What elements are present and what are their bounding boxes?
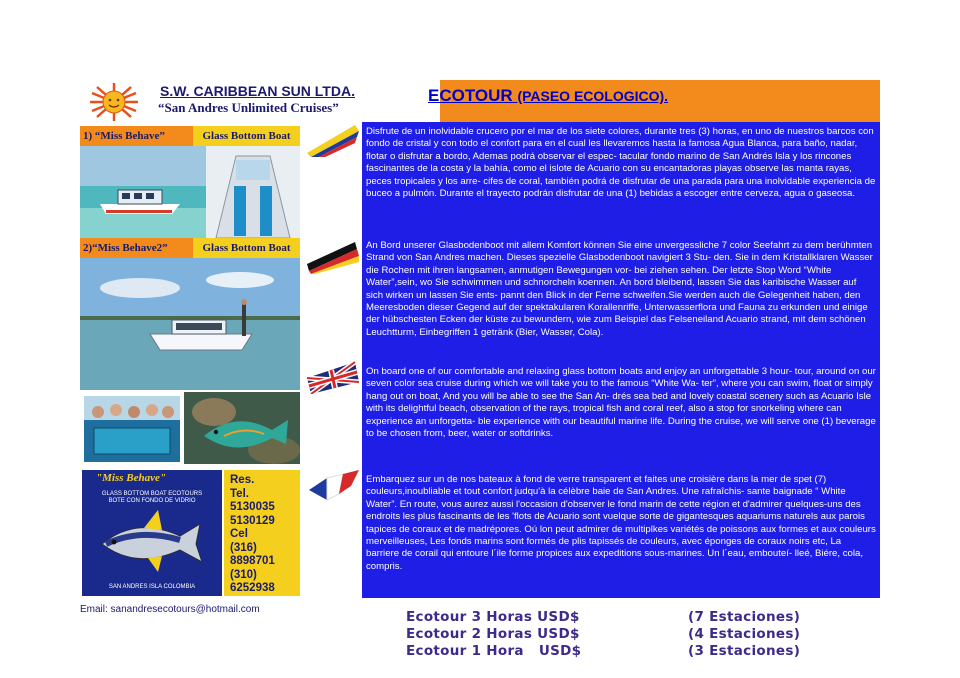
title-main: ECOTOUR: [428, 86, 513, 105]
boat-1-name: 1) “Miss Behave”: [80, 126, 193, 146]
france-flag-icon: [305, 470, 361, 509]
boat-1-photo: [80, 146, 206, 238]
description-french: Embarquez sur un de nos bateaux à fond de verre transparent et faites une croisière dans la mer de spet (7) couleurs,inoubliable et tout confort judqu'à la célèbre baie de San Andres. Une rafraîchis- sante baignade “ White Water”. En route, vous aurez aussi l'occasion d'observer le fond marin de cette région et d'admirer quelques-uns des endroits les plus fascinants de les 'flots de Acuario sont vuelque sorte de gigantesques aquariums naturels aux parois tapices de coraux et de madrépores. Oú lon peut admirer de multiplkes variétés de poissons aux formes et aux couleurs merveilleuses, Les fonds marins sont formés de plis tapissés de couleurs, avec éponges de coraux noirs etc, La barriere de corail qui entoure l´ile forme propices aux expeditions sous-marines. Un l´eau, embouteí- lleé, Biére, cola, compris.: [366, 474, 876, 572]
boat-1-interior-photo: [206, 146, 300, 238]
price-2h-label: Ecotour 2 Horas USD$: [406, 626, 580, 642]
company-name: S.W. CARIBBEAN SUN LTDA.: [160, 83, 355, 99]
snorkel-group-photo: [84, 396, 180, 462]
card-tagline-2: BOTE CON FONDO DE VIDRIO: [108, 498, 196, 504]
boat-2-name: 2)“Miss Behave2”: [80, 238, 193, 258]
colombia-flag-icon: [305, 123, 361, 162]
contact-email: Email: sanandresecotours@hotmail.com: [80, 604, 260, 615]
price-1h-label: Ecotour 1 Hora USD$: [406, 643, 582, 659]
description-spanish: Disfrute de un inolvidable crucero por el mar de los siete colores, durante tres (3) horas, en uno de nuestros barcos con fondo de cristal y con todo el confort para en el cual les llevaremos hasta la famosa Agua Blanca, para baño, nadar, flotar o disfrutar a bordo, Ademas podrá observar el espec- tacular fondo marino de San Andrés Isla y los rincones fascinantes de la costa y la bahía, como el islote de Acuario con su encantadoras playas observe las manta rayas, peces tropicales y los arre- cifes de coral, también podrá de disfrutar de una parada para una inolvidable experiencia de buceo a pulmón. Durante el trayecto podrán disfrutar de una (1) bebidas a escoger entre cerveza, agua o gaseosa.: [366, 126, 876, 200]
parrotfish-photo: [184, 392, 300, 464]
card-location: SAN ANDRES ISLA COLOMBIA: [108, 584, 196, 590]
boat-2-photo: [80, 258, 300, 390]
uk-flag-icon: [305, 360, 361, 399]
page-title: [428, 86, 668, 106]
card-tagline-1: GLASS BOTTOM BOAT ECOTOURS: [101, 491, 203, 497]
price-row-2h: [406, 626, 800, 642]
title-sub: (PASEO ECOLOGICO).: [517, 88, 669, 104]
price-3h-label: Ecotour 3 Horas USD$: [406, 609, 580, 625]
price-2h-stations: (4 Estaciones): [688, 626, 801, 642]
card-boat-name: "Miss Behave": [96, 472, 166, 484]
boat-1-type: Glass Bottom Boat: [193, 126, 300, 146]
company-slogan: “San Andres Unlimited Cruises”: [158, 100, 339, 115]
sun-logo-icon: [84, 82, 144, 122]
description-english: On board one of our comfortable and relaxing glass bottom boats and enjoy an unforgettable 3 hour- tour, around on our seven color sea cruise during which we will take you to the famous “White Wa- ter”, where you can swim, float or simply hang out on boat, And you will be able to see the San An- drés sea bed and lovely coastal scenery such as Acuario Isle with its delightful beach, observation of the rays, tropical fish and coral reef, also a stop for snorkeling where can experience an unforgetta- ble experience with our beautiful marine life. During the cruise, we will serve one (1) beverage to be chosen from, beer, water or softdrinks.: [366, 366, 876, 440]
price-row-1h: [406, 643, 800, 659]
price-1h-stations: (3 Estaciones): [688, 643, 801, 659]
description-german: An Bord unserer Glasbodenboot mit allem Komfort können Sie eine unvergessliche 7 color Seefahrt zu dem berühmten Strand von San Andres machen. Dieses spezielle Glasbodenboot navigiert 3 Stu- den. Sie in dem Kristallklaren Wasser die Rochen mit ihren langsamen, anmutigen Bewegungen vor- bei ziehen sehen. Der letzte Stop Word “White Water”,sein, wo Sie schwimmen und schnorcheln koennen. An bord bleibend, lassen Sie das karibische Wasser auf sich wirken un lassen Sie ents- pannt den Blick in der Ferne schweifen.Sie werden auch die Gelegenheit haben, den Meeresboden dieser Gegend auf der spektakularen Korallenriffe, Unterwasserflora und Fauna zu erkunden und einige der hübschesten Ecken der küste zu bewundern, wie zum Beispiel das Felseneiland Acuario strand, mit dem schönen Leuchtturm, Einbegriffen 1 getränk (Bier, Wasser, Cola).: [366, 240, 873, 338]
price-3h-stations: (7 Estaciones): [688, 609, 801, 625]
reservation-phones: Res. Tel. 5130035 5130129 Cel (316) 8898701 (310) 6252938: [230, 474, 275, 594]
tuna-fish-icon: [96, 506, 208, 578]
boat-2-type: Glass Bottom Boat: [193, 238, 300, 258]
germany-flag-icon: [305, 240, 361, 279]
price-row-3h: [406, 609, 800, 625]
